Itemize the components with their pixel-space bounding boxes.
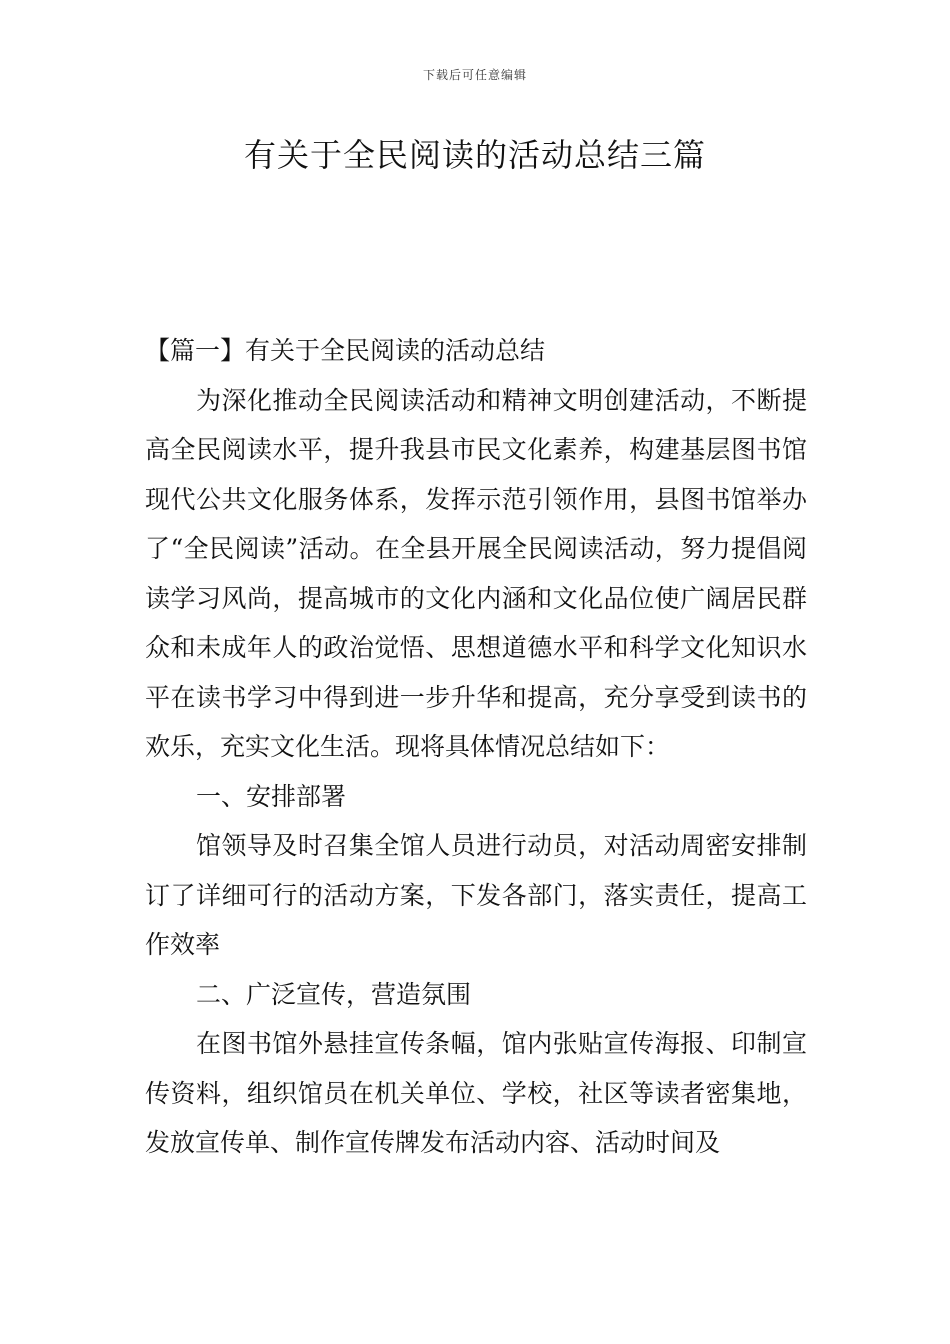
document-title: 有关于全民阅读的活动总结三篇 [243,136,706,174]
subheading-arrangement: 一、安排部署 [196,781,347,811]
arrangement-paragraph: 馆领导及时召集全馆人员进行动员，对活动周密安排制订了详细可行的活动方案，下发各部门，落实责任，提高工作效率 [145,831,807,959]
header-note: 下载后可任意编辑 [422,68,527,82]
publicity-paragraph: 在图书馆外悬挂宣传条幅，馆内张贴宣传海报、印制宣传资料，组织馆员在机关单位、学校，社区等读者密集地，发放宣传单、制作宣传牌发布活动内容、活动时间及 [145,1029,807,1157]
document-body [145,326,807,1168]
subheading-publicity: 二、广泛宣传，营造氛围 [196,979,472,1009]
intro-paragraph: 为深化推动全民阅读活动和精神文明创建活动，不断提高全民阅读水平，提升我县市民文化素养，构建基层图书馆现代公共文化服务体系，发挥示范引领作用，县图书馆举办了“全民阅读”活动。在全县开展全民阅读活动，努力提倡阅读学习风尚，提高城市的文化内涵和文化品位使广阔居民群众和未成年人的政治觉悟、思想道德水平和科学文化知识水平在读书学习中得到进一步升华和提高，充分享受到读书的欢乐，充实文化生活。现将具体情况总结如下： [145,385,807,761]
section-heading: 【篇一】有关于全民阅读的活动总结 [145,336,546,365]
